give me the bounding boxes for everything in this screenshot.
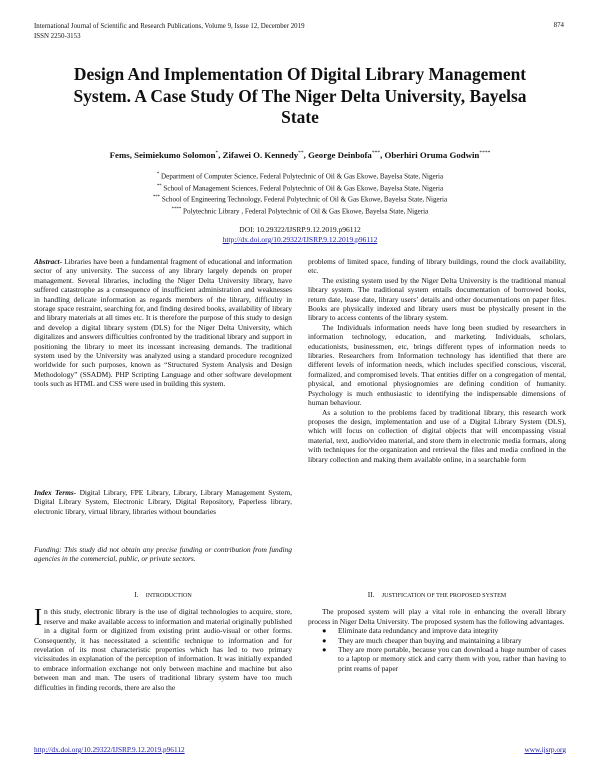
affiliations [34,170,566,217]
author-name: George Deinbofa [308,150,372,160]
body-paragraph: The proposed system will play a vital role in enhancing the overall library process in Niger Delta University. The proposed system has the following advantages. [308,607,566,626]
list-item-text: Eliminate data redundancy and improve data integrity [338,626,499,636]
author-mark: * [215,150,219,157]
justification-section [308,590,566,673]
right-column [308,257,566,464]
running-header [34,22,305,41]
doi-link[interactable]: http://dx.doi.org/10.29322/IJSRP.9.12.2019.p96112 [222,235,378,244]
section-title: JUSTIFICATION OF THE PROPOSED SYSTEM [381,593,507,599]
affiliation-mark: * [156,172,160,177]
list-item-text: They are much cheaper than buying and maintaining a library [338,635,522,645]
index-terms-label: Index Terms [34,488,74,497]
intro-paragraph [34,607,292,692]
bullet-icon: ● [322,626,327,636]
affiliation-mark: *** [152,195,161,201]
funding-block [34,545,292,564]
index-terms-block [34,488,292,516]
abstract [34,257,292,389]
paper-title: Design And Implementation Of Digital Library Management System. A Case Study Of The Niger Delta University, Bayelsa State [73,64,527,127]
author-name: Fems, Seimiekumo Solomon [109,150,216,160]
section-heading-introduction [34,590,292,601]
author-mark: **** [479,150,491,157]
affiliation-line [34,170,566,182]
affiliation-text: School of Engineering Technology, Federal Polytechnic of Oil & Gas Ekowe, Bayelsa State, Nigeria [161,195,448,204]
author-name: Zifawei O. Kennedy [222,150,299,160]
body-paragraph: As a solution to the problems faced by traditional library, this research work proposes the design, implementation and use of a Digital Library System (DLS), which will focus on collection of digital objects that will encompassing visual material, text, audio/video material, and store them in electronic media formats, along with techniques for the organization and retrieval the files and media confined in the library collection and making them available online, in a searchable form [308,407,566,464]
abstract-label: Abstract- [34,257,63,266]
section-title: INTRODUCTION [145,593,192,599]
index-terms [34,488,292,516]
section-numeral: II. [367,590,375,599]
journal-name: International Journal of Scientific and Research Publications, Volume 9, Issue 12, December 2019 [34,23,305,30]
footer-site-link[interactable]: www.ijsrp.org [524,745,566,754]
intro-text: n this study, electronic library is the use of digital technologies to acquire, store, reserve and make available access to information and material originally published in a digital form or digitized from existing print audio-visual or other forms. Consequently, it has necessitated a scientific technique to information and for revelation of its most characteristic properties which has led to two primary vicissitudes in explanation of the perception of information. It was initially expanded to embrace information exchange not only between machine and machine but also between man and man. The users of traditional library system have too much difficulties in finding records, there are also the [34,607,292,692]
affiliation-text: School of Management Sciences, Federal Polytechnic of Oil & Gas Ekowe, Bayelsa State, Nigeria [163,184,444,193]
doi-text: DOI: 10.29322/IJSRP.9.12.2019.p96112 [239,225,361,234]
list-item [308,636,566,645]
affiliation-text: Polytechnic Library , Federal Polytechnic of Oil & Gas Ekowe, Bayelsa State, Nigeria [183,207,429,216]
list-item [308,626,566,635]
author-name: Oberhiri Oruma Godwin [384,150,480,160]
page-number: 874 [553,22,564,29]
body-paragraph: The existing system used by the Niger Delta University is the traditional manual library system. The traditional system entails documentation of borrowed books, return date, lease date, library users’ details and other documentations on paper files. Books are physically indexed and library users must be physically present in the library to access contents of the library system. [308,275,566,323]
funding-statement: Funding: This study did not obtain any precise funding or contribution from funding agencies in the commercial, public, or private sectors. [34,545,292,564]
left-column [34,257,292,389]
body-paragraph: problems of limited space, funding of library buildings, round the clock availability, etc. [308,257,566,276]
bullet-icon: ● [322,645,327,655]
affiliation-text: Department of Computer Science, Federal Polytechnic of Oil & Gas Ekowe, Bayelsa State, Nigeria [161,172,444,181]
list-item-text: They are more portable, because you can download a huge number of cases to a laptop or memory stick and carry them with you, rather than having to print reams of paper [338,645,566,673]
abstract-text: Libraries have been a fundamental fragment of educational and information sector of any university. The success of any library largely depends on proper management. Several libraries, including the Niger Delta University library, have suffered catastrophe as a consequence of insufficient administration and weaknesses in handling delicate information as regards members of the library, difficulty in storage space restraint, searching for, and finding desired books, availability of library and library materials at all times etc. It is therefore the purpose of this study to design and develop a digital library system (DLS) for the Niger Delta University, which digitalizes and answers difficulties confronted by the traditional library and support in positioning the library to meet its incessant increasing demands. The traditional system used by the University was analyzed using a standard procedure recognized worldwide for such purposes, known as “Structured System Analysis and Design Methodology” (SSADM). PHP Scripting Language and other software development tools such as HTML and CSS were used in building this system. [34,257,292,389]
issn: ISSN 2250-3153 [34,32,81,40]
affiliation-mark: ** [156,183,162,189]
footer-doi-link[interactable]: http://dx.doi.org/10.29322/IJSRP.9.12.2019.p96112 [34,745,185,754]
body-paragraph: The Individuals information needs have long been studied by researchers in information technology, education, and marketing. Individuals, scholars, educationists, businessmen, etc, brings different types of information needs to libraries. Researchers from Information technology has identified that there are different levels of information needs, which includes specified conscious, visceral, formalized, and compromised levels. That entities differ on a congregation of mental, physical, and emotional physiognomies are defining condition of humanity. Psychology is much enthusiastic to identifying the indispensable dimensions of human behaviour. [308,322,566,408]
drop-cap: I [34,605,42,632]
affiliation-mark: **** [171,206,182,212]
affiliation-line [34,205,566,217]
bullet-icon: ● [322,635,327,645]
author-list: Fems, Seimiekumo Solomon*, Zifawei O. Kennedy**, George Deinbofa***, Oberhiri Oruma Godwin**** [109,150,491,160]
index-terms-text: - Digital Library, FPE Library, Library, Library Management System, Digital Library System, Electronic Library, Digital Repository, Paperless library, electronic library, virtual library, libraries without boundaries [34,488,292,516]
affiliation-line [34,193,566,205]
section-numeral: I. [134,590,139,599]
advantages-list [308,626,566,673]
doi-block [34,225,566,245]
author-mark: ** [298,150,304,157]
section-heading-justification [308,590,566,601]
author-mark: *** [371,150,381,157]
affiliation-line [34,182,566,194]
list-item [308,645,566,673]
intro-section [34,590,292,692]
